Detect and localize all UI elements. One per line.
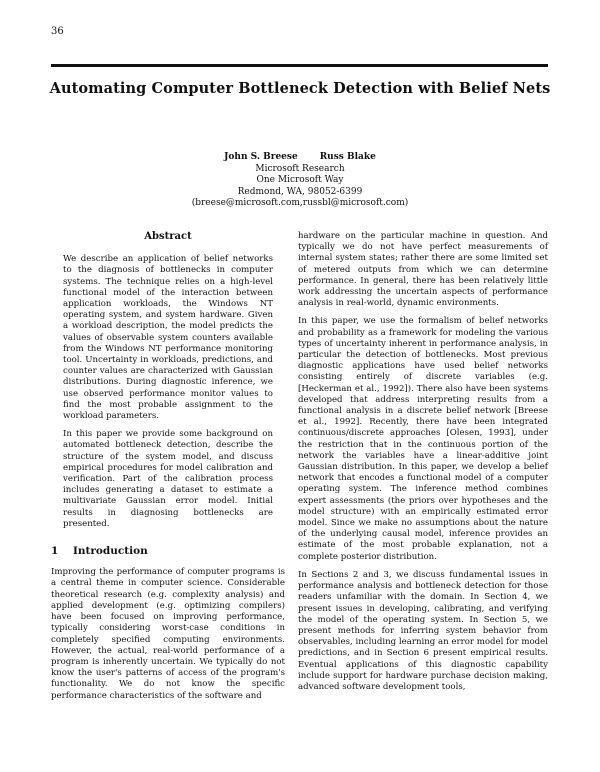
author-block (150, 152, 450, 210)
author-address-line: One Microsoft Way (256, 175, 344, 186)
abstract (51, 231, 285, 530)
section-number: 1 (51, 545, 59, 558)
section-title: Introduction (73, 545, 148, 558)
paper-title: Automating Computer Bottleneck Detection with Belief Nets (49, 80, 551, 97)
body-paragraph: hardware on the particular machine in question. And typically we do not have perfect measurements of internal system states; rather there are some limited set of metered outputs from which we can determine performance. In general, there has been relatively little work addressing the uncertain aspects of performance analysis in real-world, dynamic environments. (298, 231, 548, 309)
author-name: John S. Breese (224, 152, 298, 162)
body-paragraph: Improving the performance of computer programs is a central theme in computer science. Considerable theoretical research (e.g. complexity analysis) and applied development (e.g. optimizing compilers) have been focused on improving performance, typically considering worst-case conditions in completely specified computing environments. However, the actual, real-world performance of a program is inherently uncertain. We typically do not know the user's patterns of access of the program's functionality. We do not know the specific performance characteristics of the software and (51, 567, 285, 701)
body-paragraph: In this paper, we use the formalism of belief networks and probability as a framework for modeling the various types of uncertainty inherent in performance analysis, in particular the detection of bottlenecks. Most previous diagnostic applications have used belief networks consisting entirely of discrete variables (e.g. [Heckerman et al., 1992]). There also have been systems developed that address interpreting results from a functional analysis in a discrete belief network [Breese et al., 1992]. Recently, there have been integrated continuous/discrete approaches [Olesen, 1993], under the restriction that in the continuous portion of the network the variables have a linear-additive joint Gaussian distribution. In this paper, we develop a belief network that encodes a functional model of a computer operating system. The inference method combines expert assessments (the priors over hypotheses and the model structure) with an empirically estimated error model. Since we make no assumptions about the nature of the underlying causal model, inference provides an estimate of the most probable explanation, not a complete posterior distribution. (298, 316, 548, 562)
author-name: Russ Blake (319, 152, 376, 162)
abstract-paragraph: In this paper we provide some background on automated bottleneck detection, describe the structure of the system model, and discuss empirical procedures for model calibration and verification. Part of the calibration process includes generating a dataset to estimate a multivariate Gaussian error model. Initial results in diagnosing bottlenecks are presented. (63, 429, 273, 529)
abstract-heading: Abstract (144, 231, 192, 242)
section-heading (51, 546, 285, 557)
right-column (298, 231, 548, 700)
author-address-line: Redmond, WA, 98052-6399 (237, 186, 363, 197)
author-emails: (breese@microsoft.com,russbl@microsoft.com) (191, 198, 409, 209)
title-rule (51, 64, 548, 67)
page-number: 36 (51, 26, 64, 37)
left-column (51, 231, 285, 709)
abstract-paragraph: We describe an application of belief networks to the diagnosis of bottlenecks in computer systems. The technique relies on a high-level functional model of the interaction between application workloads, the Windows NT operating system, and system hardware. Given a workload description, the model predicts the values of observable system counters available from the Windows NT performance monitoring tool. Uncertainty in workloads, predictions, and counter values are characterized with Gaussian distributions. During diagnostic inference, we use observed performance monitor values to find the most probable assignment to the workload parameters. (63, 254, 273, 422)
body-paragraph: In Sections 2 and 3, we discuss fundamental issues in performance analysis and bottleneck detection for those readers unfamiliar with the domain. In Section 4, we present issues in developing, calibrating, and verifying the model of the operating system. In Section 5, we present methods for inferring system behavior from observables, including learning an error model for model predictions, and in Section 6 present empirical results. Eventual applications of this diagnostic capability include support for hardware purchase decision making, advanced software development tools, (298, 569, 548, 692)
author-affiliation: Microsoft Research (255, 163, 345, 174)
author-names (150, 152, 450, 164)
